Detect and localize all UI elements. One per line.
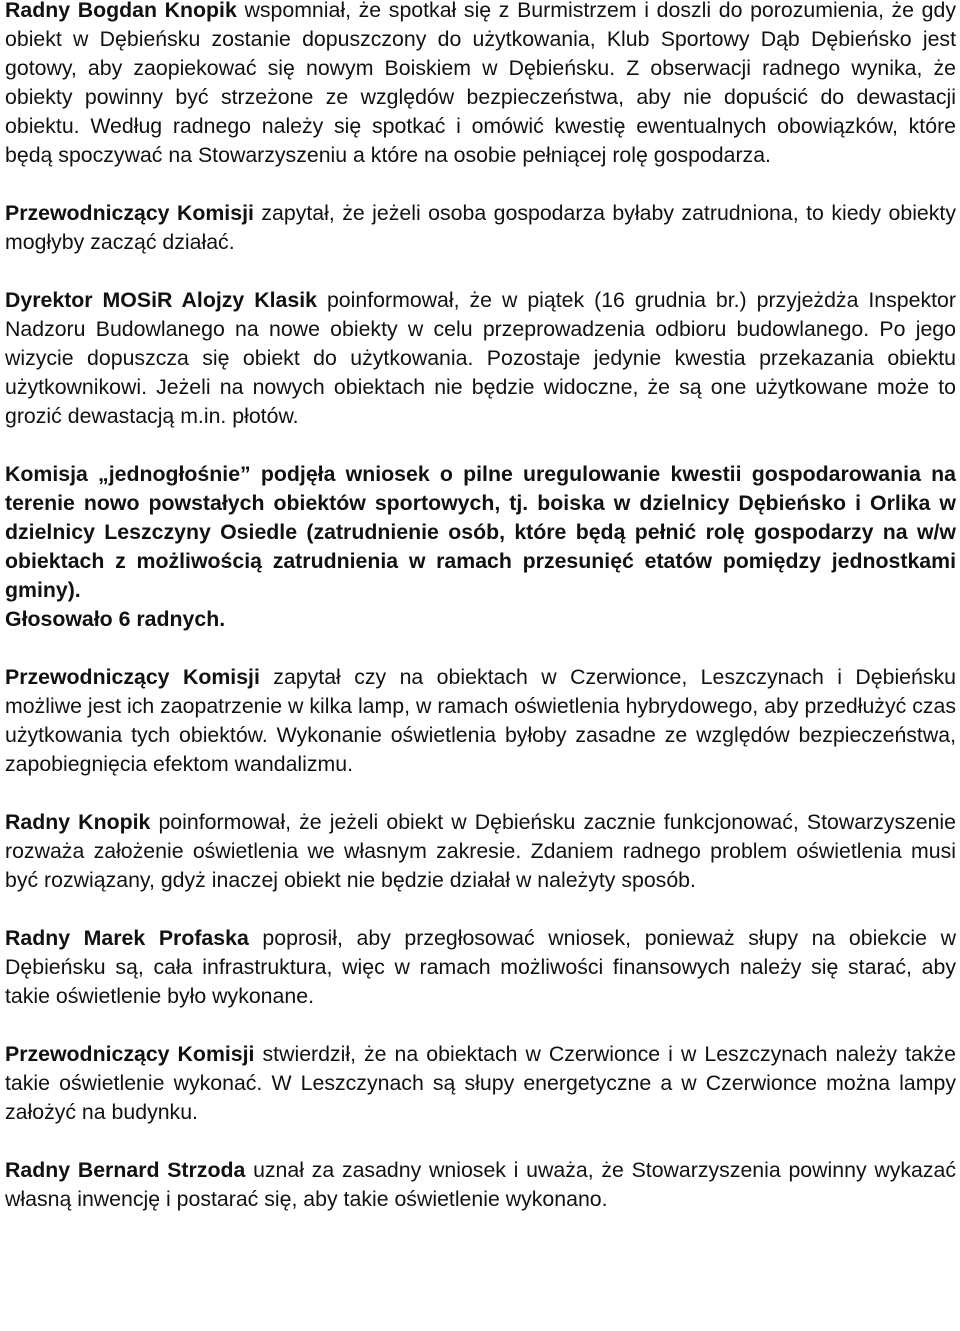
paragraph-director-statement — [5, 286, 956, 431]
paragraph-text: stwierdził, że na obiektach w Czerwionce i w Leszczynach należy także takie oświetlenie wykonać. W Leszczynach są słupy energetyczne a w Czerwionce można lampy założyć na budynku. — [5, 1042, 957, 1124]
paragraph-knopik-lighting — [5, 808, 956, 895]
vote-result: Głosowało 6 radnych. — [5, 607, 226, 631]
speaker-name: Przewodniczący Komisji — [5, 665, 260, 689]
speaker-name: Dyrektor MOSiR Alojzy Klasik — [5, 288, 317, 312]
paragraph-text: wspomniał, że spotkał się z Burmistrzem i doszli do porozumienia, że gdy obiekt w Dębieńsku zostanie dopuszczony do użytkowania, Klub Sportowy Dąb Dębieńsko jest gotowy, aby zaopiekować się nowym Boiskiem w Dębieńsku. Z obserwacji radnego wynika, że obiekty powinny być strzeżone ze względów bezpieczeństwa, aby nie dopuścić do dewastacji obiektu. Według radnego należy się spotkać i omówić kwestię ewentualnych obowiązków, które będą spoczywać na Stowarzyszeniu a które na osobie pełniącej rolę gospodarza. — [5, 0, 956, 167]
paragraph-text: zapytał czy na obiektach w Czerwionce, Leszczynach i Dębieńsku możliwe jest ich zaopatrzenie w kilka lamp, w ramach oświetlenia hybrydowego, aby przedłużyć czas użytkowania tych obiektów. Wykonanie oświetlenia byłoby zasadne ze względów bezpieczeństwa, zapobiegnięcia efektom wandalizmu. — [5, 665, 957, 776]
paragraph-chairman-lighting — [5, 663, 956, 779]
paragraph-text: poinformował, że jeżeli obiekt w Dębieńsku zacznie funkcjonować, Stowarzyszenie rozważa założenie oświetlenia we własnym zakresie. Zdaniem radnego problem oświetlenia musi być rozwiązany, gdyż inaczej obiekt nie będzie działał w należyty sposób. — [5, 810, 957, 892]
document-body — [5, 0, 956, 1214]
speaker-name: Przewodniczący Komisji — [5, 1042, 255, 1066]
paragraph-chairman-conclusion — [5, 1040, 956, 1127]
paragraph-text: poprosił, aby przegłosować wniosek, ponieważ słupy na obiekcie w Dębieńsku są, cała infrastruktura, więc w ramach możliwości finansowych należy się starać, aby takie oświetlenie było wykonane. — [5, 926, 956, 1008]
paragraph-chairman-question — [5, 199, 956, 257]
speaker-name: Radny Bernard Strzoda — [5, 1158, 246, 1182]
paragraph-profaska-statement — [5, 924, 956, 1011]
paragraph-knopik-statement — [5, 0, 956, 170]
paragraph-strzoda-statement — [5, 1156, 956, 1214]
speaker-name: Radny Knopik — [5, 810, 151, 834]
paragraph-commission-resolution — [5, 460, 956, 634]
speaker-name: Radny Bogdan Knopik — [5, 0, 237, 22]
paragraph-text: zapytał, że jeżeli osoba gospodarza byłaby zatrudniona, to kiedy obiekty mogłyby zacząć działać. — [5, 201, 956, 254]
speaker-name: Radny Marek Profaska — [5, 926, 249, 950]
resolution-text: Komisja „jednogłośnie” podjęła wniosek o pilne uregulowanie kwestii gospodarowania na terenie nowo powstałych obiektów sportowych, tj. boiska w dzielnicy Dębieńsko i Orlika w dzielnicy Leszczyny Osiedle (zatrudnienie osób, które będą pełnić rolę gospodarzy na w/w obiektach z możliwością zatrudnienia w ramach przesunięć etatów pomiędzy jednostkami gminy). — [5, 462, 956, 602]
paragraph-text: uznał za zasadny wniosek i uważa, że Stowarzyszenia powinny wykazać własną inwencję i postarać się, aby takie oświetlenie wykonano. — [5, 1158, 956, 1211]
speaker-name: Przewodniczący Komisji — [5, 201, 254, 225]
paragraph-text: poinformował, że w piątek (16 grudnia br.) przyjeżdża Inspektor Nadzoru Budowlanego na nowe obiekty w celu przeprowadzenia odbioru budowlanego. Po jego wizycie dopuszcza się obiekt do użytkowania. Pozostaje jedynie kwestia przekazania obiektu użytkownikowi. Jeżeli na nowych obiektach nie będzie widoczne, że są one użytkowane może to grozić dewastacją m.in. płotów. — [5, 288, 956, 428]
